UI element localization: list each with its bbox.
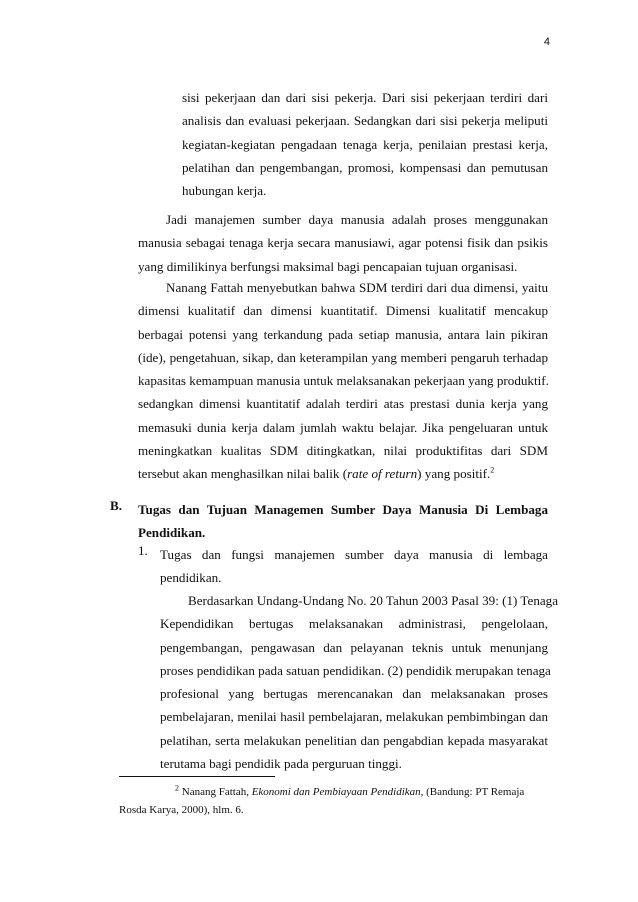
- text-line: analisis dan evaluasi pekerjaan. Sedangkan dari sisi pekerja meliputi: [182, 113, 548, 129]
- text-line: meningkatkan kualitas SDM ditingkatkan, nilai produktifitas dari SDM: [138, 443, 548, 459]
- footnote-publisher: , (Bandung: PT Remaja: [420, 786, 525, 798]
- text-line: sisi pekerjaan dan dari sisi pekerja. Dari sisi pekerjaan terdiri dari: [182, 90, 548, 105]
- heading-line: Pendidikan.: [138, 525, 206, 541]
- paragraph-uu-pasal-39: [160, 589, 559, 775]
- footnote-line: [119, 783, 549, 801]
- text-line: dimensi kualitatif dan dimensi kuantitatif. Dimensi kualitatif mencakup: [138, 303, 548, 319]
- text-line: Nanang Fattah menyebutkan bahwa SDM terdiri dari dua dimensi, yaitu: [166, 280, 548, 295]
- text-line-with-footnote: [138, 462, 548, 485]
- text-line: Berdasarkan Undang-Undang No. 20 Tahun 2003 Pasal 39: (1) Tenaga: [188, 593, 559, 608]
- section-heading: [138, 498, 548, 545]
- text-line: proses pendidikan pada satuan pendidikan. (2) pendidik merupakan tenaga: [160, 662, 551, 678]
- text-line: (ide), pengetahuan, sikap, dan keterampilan yang memberi pengaruh terhadap: [138, 349, 548, 365]
- footnote-line: Rosda Karya, 2000), hlm. 6.: [119, 804, 244, 816]
- text-line: manusia sebagai tenaga kerja secara manusiawi, agar potensi fisik dan psikis: [138, 235, 548, 251]
- italic-term: rate of return: [347, 466, 418, 482]
- text-line: berbagai potensi yang terkandung pada setiap manusia, antara lain pikiran: [138, 326, 548, 342]
- text-line: pembelajaran, menilai hasil pembelajaran, melakukan pembimbingan dan: [160, 709, 548, 725]
- text-line: pelatihan dan pengembangan, promosi, kompensasi dan pemutusan: [182, 159, 548, 175]
- text-segment: ) yang positif.: [417, 466, 491, 482]
- paragraph-sdm-dimensions: [138, 276, 548, 486]
- section-letter: B.: [110, 498, 123, 513]
- text-line: profesional yang bertugas merencanakan dan melaksanakan proses: [160, 686, 548, 702]
- text-line: terutama bagi pendidik pada perguruan tinggi.: [160, 756, 402, 772]
- page-number: 4: [543, 36, 550, 48]
- list-item-number: 1.: [138, 543, 148, 558]
- continuation-paragraph: [182, 86, 548, 202]
- text-line: kegiatan-kegiatan pengadaan tenaga kerja, penilaian prestasi kerja,: [182, 136, 548, 152]
- text-segment: tersebut akan menghasilkan nilai balik (: [138, 466, 348, 482]
- footnote: [119, 783, 549, 819]
- text-line: Kependidikan bertugas melaksanakan administrasi, pengelolaan,: [160, 616, 548, 632]
- footnote-number: 2: [175, 783, 179, 793]
- footnote-reference[interactable]: 2: [490, 466, 495, 476]
- text-line: Jadi manajemen sumber daya manusia adalah proses menggunakan: [166, 212, 548, 227]
- heading-line: Tugas dan Tujuan Managemen Sumber Daya Manusia Di Lembaga: [138, 502, 548, 517]
- text-line: kapasitas kemampuan manusia untuk melaksanakan pekerjaan yang produktif.: [138, 373, 549, 389]
- text-line: Tugas dan fungsi manajemen sumber daya manusia di lembaga: [160, 547, 548, 562]
- text-line: memasuki dunia kerja dalam jumlah waktu belajar. Jika pengeluaran untuk: [138, 419, 548, 435]
- text-line: hubungan kerja.: [182, 183, 267, 199]
- paragraph-hrm-definition: [138, 208, 548, 278]
- text-line: pelatihan, serta melakukan penelitian dan pengabdian kepada masyarakat: [160, 732, 548, 748]
- text-line: pendidikan.: [160, 570, 222, 586]
- text-line: sedangkan dimensi kuantitatif adalah terdiri atas prestasi dunia kerja yang: [138, 396, 548, 412]
- footnote-author: Nanang Fattah,: [181, 786, 252, 798]
- footnote-title: Ekonomi dan Pembiayaan Pendidikan: [251, 786, 421, 798]
- text-line: pengembangan, pengawasan dan pelayanan teknis untuk menunjang: [160, 639, 548, 655]
- text-line: yang dimilikinya berfungsi maksimal bagi pencapaian tujuan organisasi.: [138, 258, 518, 274]
- list-item-title: [160, 543, 548, 590]
- footnote-separator: [119, 776, 275, 777]
